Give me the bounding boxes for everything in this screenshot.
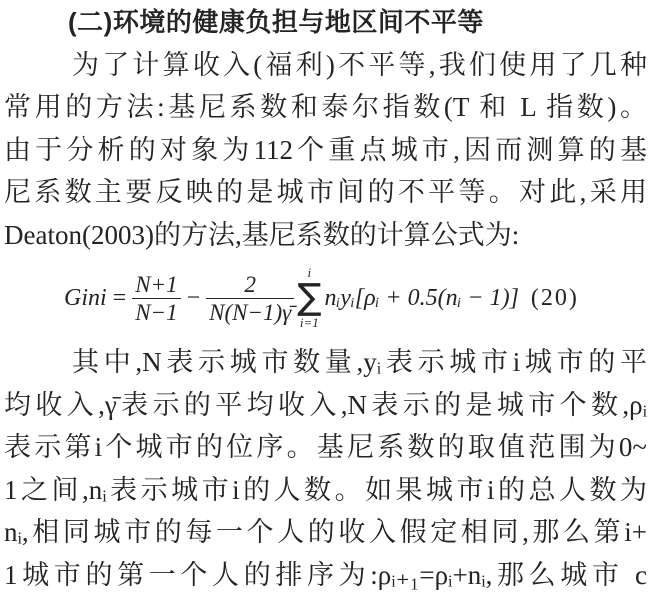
body-line: 均收入,γ̄表示的平均收入,N表示的是城市个数,ρᵢ xyxy=(4,389,647,420)
body-line: 表示第i个城市的位序。基尼系数的取值范围为0~ xyxy=(4,432,647,462)
fraction-1-denominator: N−1 xyxy=(132,298,180,326)
equation-number: (20) xyxy=(530,285,579,311)
sigma-icon: ∑ xyxy=(297,277,322,319)
fraction-2-numerator: 2 xyxy=(244,271,256,297)
formula-rhs: nᵢyᵢ[ρᵢ + 0.5(nᵢ − 1)] xyxy=(324,285,519,311)
formula-lhs: Gini xyxy=(64,285,107,311)
fraction-2-denominator: N(N−1)γ̄ xyxy=(206,298,294,326)
summation xyxy=(297,266,321,330)
body-line: Deaton(2003)的方法,基尼系数的计算公式为: xyxy=(4,219,520,250)
body-line: nᵢ,相同城市的每一个人的收入假定相同,那么第i+ xyxy=(4,517,647,547)
fraction-2 xyxy=(206,271,294,326)
gini-formula xyxy=(4,256,647,341)
body-line: 常用的方法:基尼系数和泰尔指数(T 和 L 指数)。 xyxy=(4,92,647,122)
body-line: 1城市的第一个人的排序为:ρᵢ₊₁=ρᵢ+nᵢ,那么城市 c xyxy=(4,559,647,590)
body-line: 由于分析的对象为112个重点城市,因而测算的基 xyxy=(4,134,647,165)
body-line: 其中,N表示城市数量,yᵢ表示城市i城市的平 xyxy=(72,347,647,377)
minus-sign: − xyxy=(186,285,201,311)
equals-sign: = xyxy=(112,285,127,311)
section-heading: (二)环境的健康负担与地区间不平等 xyxy=(68,7,484,37)
body-line: 1之间,nᵢ表示城市i的人数。如果城市i的总人数为 xyxy=(4,474,647,505)
fraction-1-numerator: N+1 xyxy=(135,271,178,297)
body-line: 尼系数主要反映的是城市间的不平等。对此,采用 xyxy=(4,177,647,207)
fraction-1 xyxy=(132,271,180,326)
body-line: 为了计算收入(福利)不平等,我们使用了几种 xyxy=(72,49,647,80)
summation-upper-limit: i xyxy=(307,265,312,281)
summation-lower-limit: i=1 xyxy=(299,314,319,330)
